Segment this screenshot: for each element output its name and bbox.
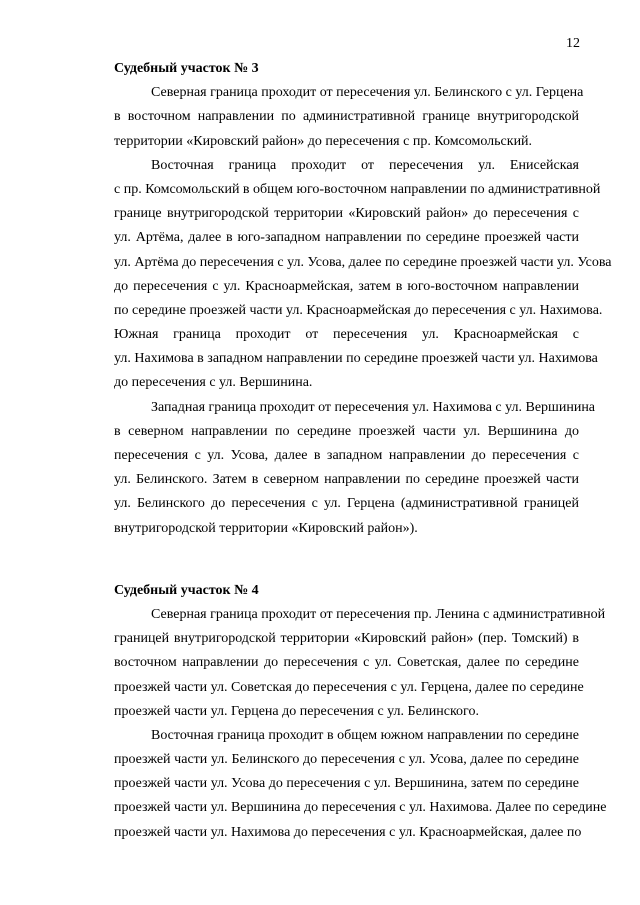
- text-line: до пересечения с ул. Вершинина.: [114, 375, 313, 391]
- text-line: Западная граница проходит от пересечения ул. Нахимова с ул. Вершинина: [151, 399, 596, 415]
- text-line: Южная граница проходит от пересечения ул. Красноармейская с: [114, 327, 579, 343]
- text-line: границей внутригородской территории «Кировский район» (пер. Томский) в: [114, 631, 579, 647]
- section-heading: Судебный участок № 3: [114, 61, 259, 76]
- text-line: Восточная граница проходит от пересечения ул. Енисейская: [151, 157, 579, 173]
- paragraph-east-boundary: [77, 724, 607, 845]
- text-line: в восточном направлении по административной границе внутригородской: [114, 109, 579, 125]
- text-line: проезжей части ул. Усова до пересечения с ул. Вершинина, затем по середине: [114, 776, 579, 792]
- text-line: границе внутригородской территории «Кировский район» до пересечения с: [114, 206, 579, 222]
- section-heading: Судебный участок № 4: [114, 582, 259, 598]
- paragraph-east-boundary: [77, 154, 612, 396]
- text-line: проезжей части ул. Белинского до пересечения с ул. Усова, далее по середине: [114, 752, 579, 768]
- paragraph-north-boundary: [77, 603, 606, 724]
- text-line: Северная граница проходит от пересечения ул. Белинского с ул. Герцена: [151, 85, 584, 101]
- text-line: в северном направлении по середине проезжей части ул. Вершинина до: [114, 423, 579, 439]
- section-court-district-3: [77, 57, 612, 541]
- text-line: пересечения с ул. Усова, далее в западном направлении до пересечения с: [114, 448, 579, 464]
- page-number: 12: [566, 36, 580, 51]
- text-line: Восточная граница проходит в общем южном направлении по середине: [151, 727, 579, 743]
- text-line: внутригородской территории «Кировский район»).: [114, 520, 418, 536]
- paragraph-west-boundary: [77, 396, 596, 541]
- text-line: ул. Артёма, далее в юго-западном направлении по середине проезжей части: [114, 230, 579, 246]
- section-spacer: [77, 541, 579, 579]
- text-line: ул. Белинского. Затем в северном направлении по середине проезжей части: [114, 472, 579, 488]
- text-line: до пересечения с ул. Красноармейская, затем в юго-восточном направлении: [114, 278, 579, 294]
- text-line: проезжей части ул. Герцена до пересечения с ул. Белинского.: [114, 703, 479, 719]
- text-line: территории «Кировский район» до пересечения с пр. Комсомольский.: [114, 133, 533, 149]
- document-body: [77, 57, 612, 845]
- paragraph-north-boundary: [77, 81, 584, 154]
- text-line: по середине проезжей части ул. Красноармейская до пересечения с ул. Нахимова.: [114, 302, 603, 318]
- text-line: ул. Нахимова в западном направлении по середине проезжей части ул. Нахимова: [114, 351, 598, 367]
- text-line: проезжей части ул. Советская до пересечения с ул. Герцена, далее по середине: [114, 679, 584, 695]
- text-line: ул. Артёма до пересечения с ул. Усова, далее по середине проезжей части ул. Усова: [114, 254, 612, 270]
- text-line: Северная граница проходит от пересечения пр. Ленина с административной: [151, 606, 606, 622]
- text-line: восточном направлении до пересечения с ул. Советская, далее по середине: [114, 655, 579, 671]
- section-court-district-4: [77, 579, 607, 845]
- text-line: проезжей части ул. Нахимова до пересечения с ул. Красноармейская, далее по: [114, 824, 582, 840]
- text-line: проезжей части ул. Вершинина до пересечения с ул. Нахимова. Далее по середине: [114, 800, 607, 816]
- text-line: ул. Белинского до пересечения с ул. Герцена (административной границей: [114, 496, 579, 512]
- text-line: с пр. Комсомольский в общем юго-восточном направлении по административной: [114, 181, 601, 197]
